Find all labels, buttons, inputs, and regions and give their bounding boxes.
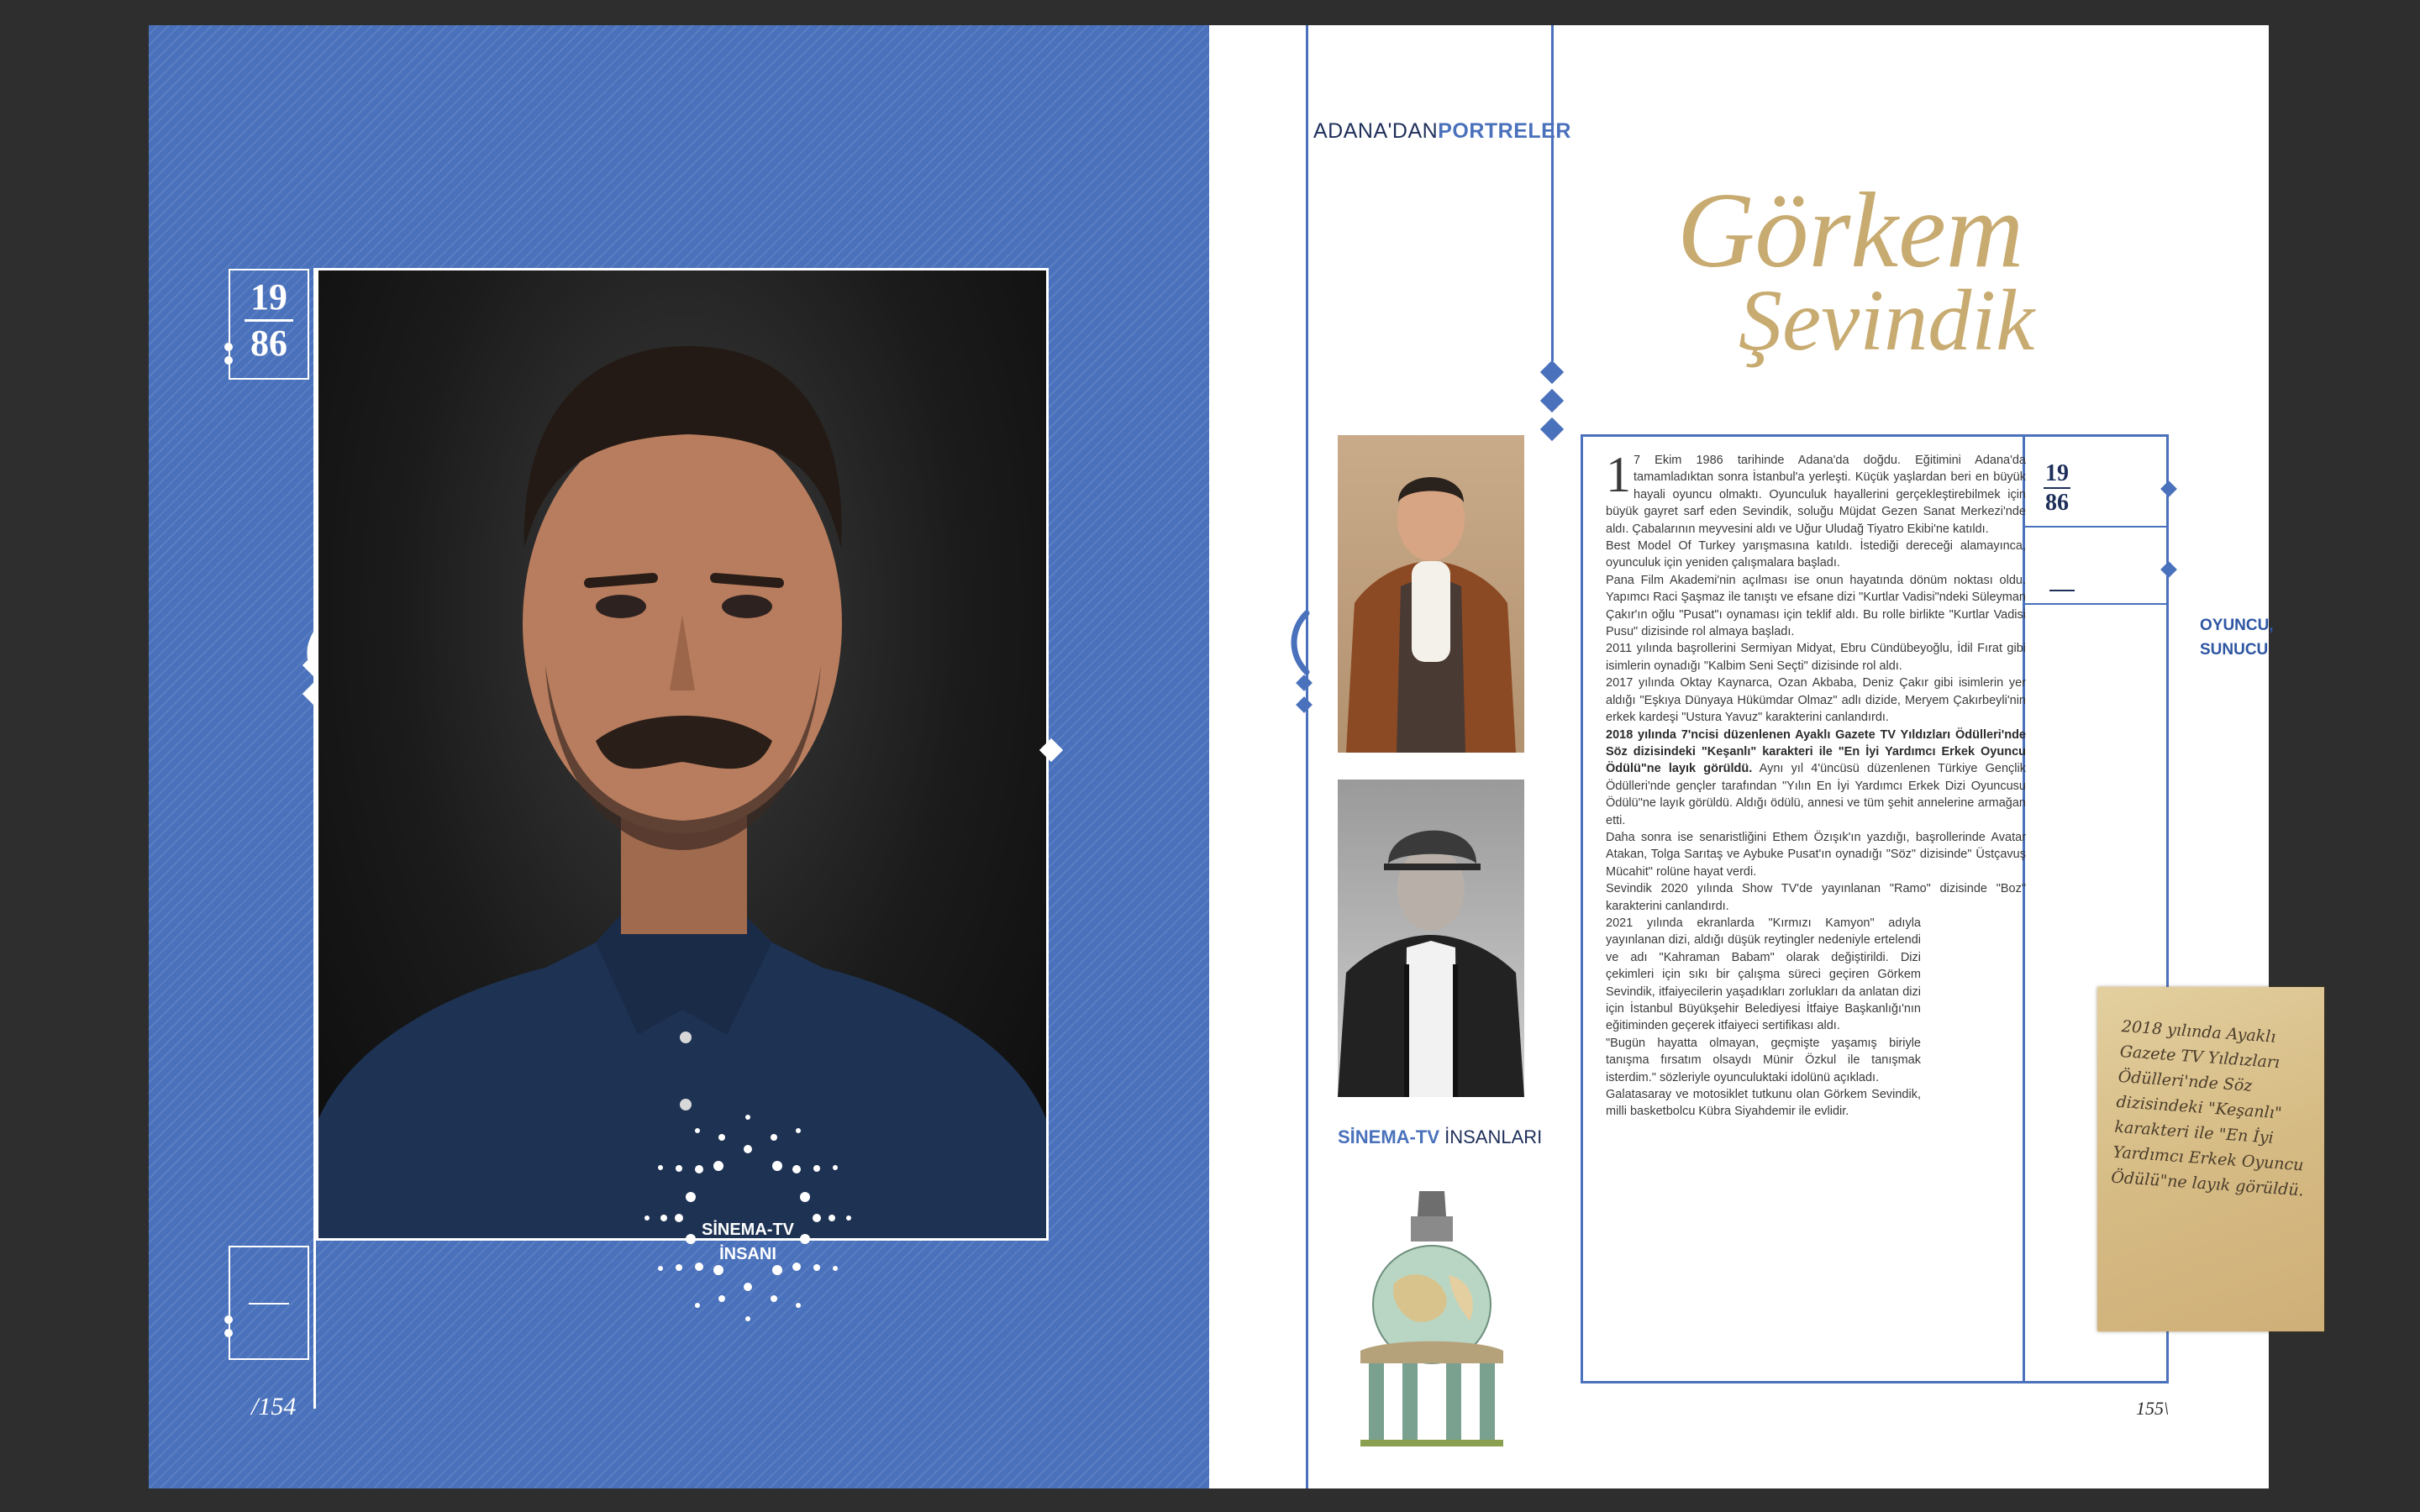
bio-paragraph-1	[1606, 447, 2026, 538]
header-accent: PORTRELER	[1438, 119, 1571, 143]
badge-line-1: SİNEMA-TV	[702, 1221, 794, 1239]
dash-box-line	[249, 1303, 289, 1305]
bio-dropcap: 1	[1606, 447, 1631, 502]
left-page	[149, 25, 1209, 1488]
right-ornament-curl	[1283, 605, 1317, 739]
page-number-left: /154	[251, 1393, 297, 1420]
role-line-1: OYUNCU,	[2200, 617, 2274, 634]
globe-illustration	[1335, 1183, 1528, 1460]
year-top: 19	[250, 276, 287, 318]
bio-p1-text: 7 Ekim 1986 tarihinde Adana'da doğdu. Eğitimini Adana'da tamamladıktan sonra İstanbul'a yerleşti. Küçük yaşlardan beri en büyük hayali oyuncu olmaktı. Oyunculuk hayallerini gerçekleştirebilmek için büyük gayret sarf eden Sevindik, soluğu Müjdat Gezen Sanat Merkezi'nde aldı. Çabalarının meyvesini aldı ve Uğur Uludağ Tiyatro Ekibi'ne katıldı.	[1606, 454, 2026, 536]
role-line-2: SUNUCU	[2200, 641, 2269, 659]
bio-paragraph-7: Daha sonra ise senaristliğini Ethem Özışık'ın yazdığı, başrollerinde Avatar Atakan, Tolga Sarıtaş ve Aybuke Pusat'ın oynadığı "Söz" dizisinde" Üstçavuş Mücahit" rolüne hayat verdi.	[1606, 830, 2026, 879]
header-plain: ADANA'DAN	[1313, 119, 1439, 143]
magazine-spread	[149, 25, 2305, 1488]
bio-paragraph-8: Sevindik 2020 yılında Show TV'de yayınlanan "Ramo" dizisinde "Boz" karakterini canlandırdı.	[1606, 882, 2026, 913]
bio-paragraph-9: 2021 yılında ekranlarda "Kırmızı Kamyon" adıyla yayınlanan dizi, aldığı düşük reytingler nedeniyle ertelendi ve adı "Kahraman Babam" olarak değiştirildi. Dizi çekimleri için sıkı bir çalışma süreci geçiren Görkem Sevindik, itfaiyecilerin yaşadıkları zorlukları da anlatan dizi için İstanbul Büyükşehir Belediyesi İtfaiye Başkanlığı'nın eğitiminden geçerek itfaiyeci sertifikası aldı.	[1606, 916, 1921, 1033]
dash-box	[229, 1246, 309, 1360]
side-photo-1	[1338, 435, 1524, 753]
bio-column-rule-1	[2023, 526, 2169, 528]
bio-paragraph-5: 2017 yılında Oktay Kaynarca, Ozan Akbaba, Deniz Çakır gibi isimlerin yer aldığı "Eşkıya Dünyaya Hükümdar Olmaz" adlı dizide, Meryem Çakırbeyli'nin erkek kardeşi "Ustura Yavuz" karakterini canlandırdı.	[1606, 676, 2026, 725]
dash-dot-top	[224, 1315, 233, 1324]
bio-paragraph-11: Galatasaray ve motosiklet tutkunu olan Görkem Sevindik, milli basketbolcu Kübra Siyahdemir ile evlidir.	[1606, 1088, 1921, 1119]
section-header	[1313, 119, 1571, 144]
bio-year	[2036, 460, 2078, 517]
handwritten-note-text: 2018 yılında Ayaklı Gazete TV Yıldızları Ödülleri'nde Söz dizisindeki "Keşanlı" karakteri ile "En İyi Yardımcı Erkek Oyuncu Ödülü"ne layık görüldü.	[2110, 1016, 2305, 1200]
center-diamond-1	[1540, 360, 1564, 384]
year-bottom: 86	[250, 323, 287, 364]
bio-dash	[2049, 590, 2075, 591]
page-number-right: 155\	[2136, 1398, 2170, 1419]
year-box	[229, 269, 309, 380]
bio-p6-bold: 2018 yılında 7'ncisi düzenlenen Ayaklı Gazete TV Yıldızları Ödülleri'nde Söz dizisindeki "Keşanlı" karakteri ile "En İyi Yardımcı Erkek Oyuncu Ödülü"ne layık görüldü.	[1606, 727, 2026, 776]
side-photo-1-illustration	[1338, 435, 1524, 753]
year-dot-top	[224, 343, 233, 351]
bio-paragraph-10: "Bugün hayatta olmayan, geçmişte yaşamış biriyle tanışma fırsatım olsaydı Münir Özkul ile tanışmak isterdim." sözleriyle oyunculuktaki idolünü açıkladı.	[1606, 1036, 1921, 1084]
dash-dot-bottom	[224, 1329, 233, 1337]
bio-p6-rest: Aynı yıl 4'üncüsü düzenlenen Türkiye Gençlik Ödülleri'nde gençler tarafından "Yılın En İyi Yardımcı Erkek Dizi Oyuncusu Ödülü"ne layık görüldü. Aldığı ödülü, annesi ve tüm şehit annelerine armağan etti.	[1606, 762, 2027, 827]
bio-year-bottom: 86	[2045, 490, 2069, 516]
side-photo-2-illustration	[1338, 780, 1524, 1097]
badge-line-2: İNSANI	[719, 1245, 776, 1263]
right-vertical-line-1	[1306, 25, 1308, 1488]
biography-text	[1606, 447, 2027, 1121]
role-label	[2200, 613, 2274, 662]
bio-paragraph-4: 2011 yılında başrollerini Sermiyan Midyat, Ebru Cündübeyoğlu, İdil Fırat gibi isimlerin oynadığı "Kalbim Seni Seçti" dizisinde rol aldı.	[1606, 642, 2026, 673]
name-last: Şevindik	[1739, 272, 2035, 369]
bio-year-top: 19	[2045, 460, 2069, 486]
name-first: Görkem	[1677, 171, 2024, 290]
right-page	[1209, 25, 2305, 1488]
sinema-label-accent: SİNEMA-TV	[1338, 1126, 1439, 1147]
center-diamond-2	[1540, 389, 1564, 412]
year-dot-bottom	[224, 356, 233, 365]
side-photo-2	[1338, 780, 1524, 1097]
sinema-tv-insanlari-label	[1338, 1126, 1542, 1148]
sinema-label-plain: İNSANLARI	[1439, 1126, 1543, 1147]
bio-paragraph-3: Pana Film Akademi'nin açılması ise onun hayatında dönüm noktası oldu. Yapımcı Raci Şaşmaz ile tanıştı ve efsane dizi "Kurtlar Vadisi"ndeki Süleyman Çakır'ın oğlu "Pusat"ı oynaması için teklif aldı. Bu rolle birlikte "Kurtlar Vadisi Pusu" dizisinde rol almaya başladı.	[1606, 573, 2026, 639]
right-vertical-line-2	[1551, 25, 1554, 361]
bio-paragraph-6	[1606, 727, 2026, 829]
center-diamond-3	[1540, 417, 1564, 441]
bio-paragraph-2: Best Model Of Turkey yarışmasına katıldı. İstediği dereceği alamayınca, oyunculuk için yeniden çalışmalara başladı.	[1606, 539, 2026, 570]
sinema-tv-badge	[647, 1218, 849, 1267]
bio-column-rule-2	[2023, 603, 2169, 605]
